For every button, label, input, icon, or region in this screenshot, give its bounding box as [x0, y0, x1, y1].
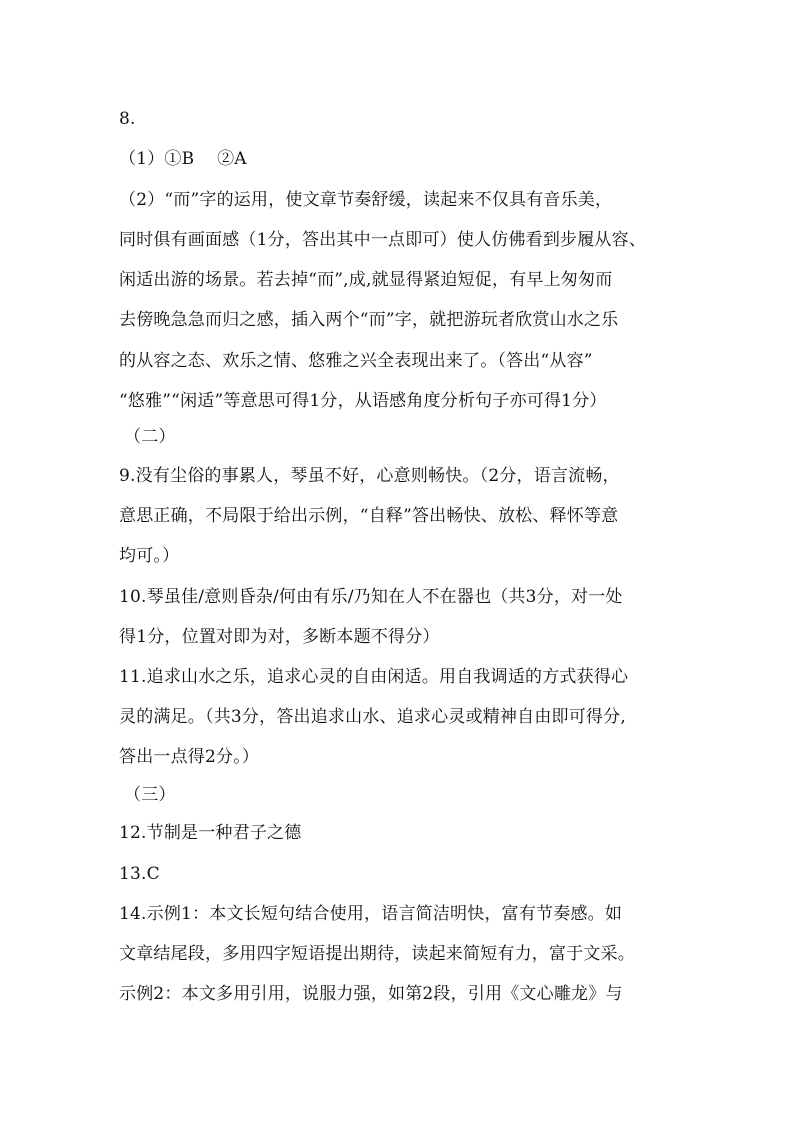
answer-8-2-line-5: 的从容之态、欢乐之情、悠雅之兴全表现出来了。（答出“从容”: [119, 351, 593, 371]
answer-8-2-line-2: 同时俱有画面感（1分，答出其中一点即可）使人仿佛看到步履从容、: [119, 230, 647, 250]
question-8-number: 8.: [119, 109, 136, 129]
answer-11-line-3: 答出一点得2分。）: [119, 747, 260, 767]
answer-8-2-line-6: “悠雅”“闲适”等意思可得1分，从语感角度分析句子亦可得1分）: [119, 391, 607, 411]
answer-13: 13.C: [119, 864, 160, 884]
answer-10-line-2: 得1分，位置对即为对，多断本题不得分）: [119, 627, 440, 647]
section-heading-3: （三）: [124, 785, 176, 805]
answer-8-2-line-4: 去傍晚急急而归之感，插入两个“而”字，就把游玩者欣赏山水之乐: [119, 310, 619, 330]
answer-14-line-1: 14.示例1：本文长短句结合使用，语言简洁明快，富有节奏感。如: [119, 904, 623, 924]
section-heading-2: （二）: [124, 427, 176, 447]
answer-9-line-1: 9.没有尘俗的事累人，琴虽不好，心意则畅快。（2分，语言流畅，: [119, 466, 620, 486]
answer-8-1: （1）①B ②A: [119, 149, 247, 169]
answer-10-line-1: 10.琴虽佳/意则昏杂/何由有乐/乃知在人不在器也（共3分，对一处: [119, 587, 623, 607]
answer-14-line-3: 示例2：本文多用引用，说服力强，如第2段，引用《文心雕龙》与: [119, 984, 623, 1004]
answer-14-line-2: 文章结尾段，多用四字短语提出期待，读起来简短有力，富于文采。: [119, 944, 635, 964]
answer-12: 12.节制是一种君子之德: [119, 823, 302, 843]
answer-9-line-2: 意思正确，不局限于给出示例，“自释”答出畅快、放松、释怀等意: [119, 506, 619, 526]
answer-9-line-3: 均可。）: [119, 546, 180, 566]
answer-8-2-line-1: （2）“而”字的运用，使文章节奏舒缓，读起来不仅具有音乐美，: [119, 190, 613, 210]
answer-11-line-1: 11.追求山水之乐，追求心灵的自由闲适。用自我调适的方式获得心: [119, 667, 629, 687]
answer-8-2-line-3: 闲适出游的场景。若去掉“而”,成,就显得紧迫短促，有早上匆匆而: [119, 270, 613, 290]
answer-11-line-2: 灵的满足。（共3分，答出追求山水、追求心灵或精神自由即可得分,: [119, 707, 626, 727]
